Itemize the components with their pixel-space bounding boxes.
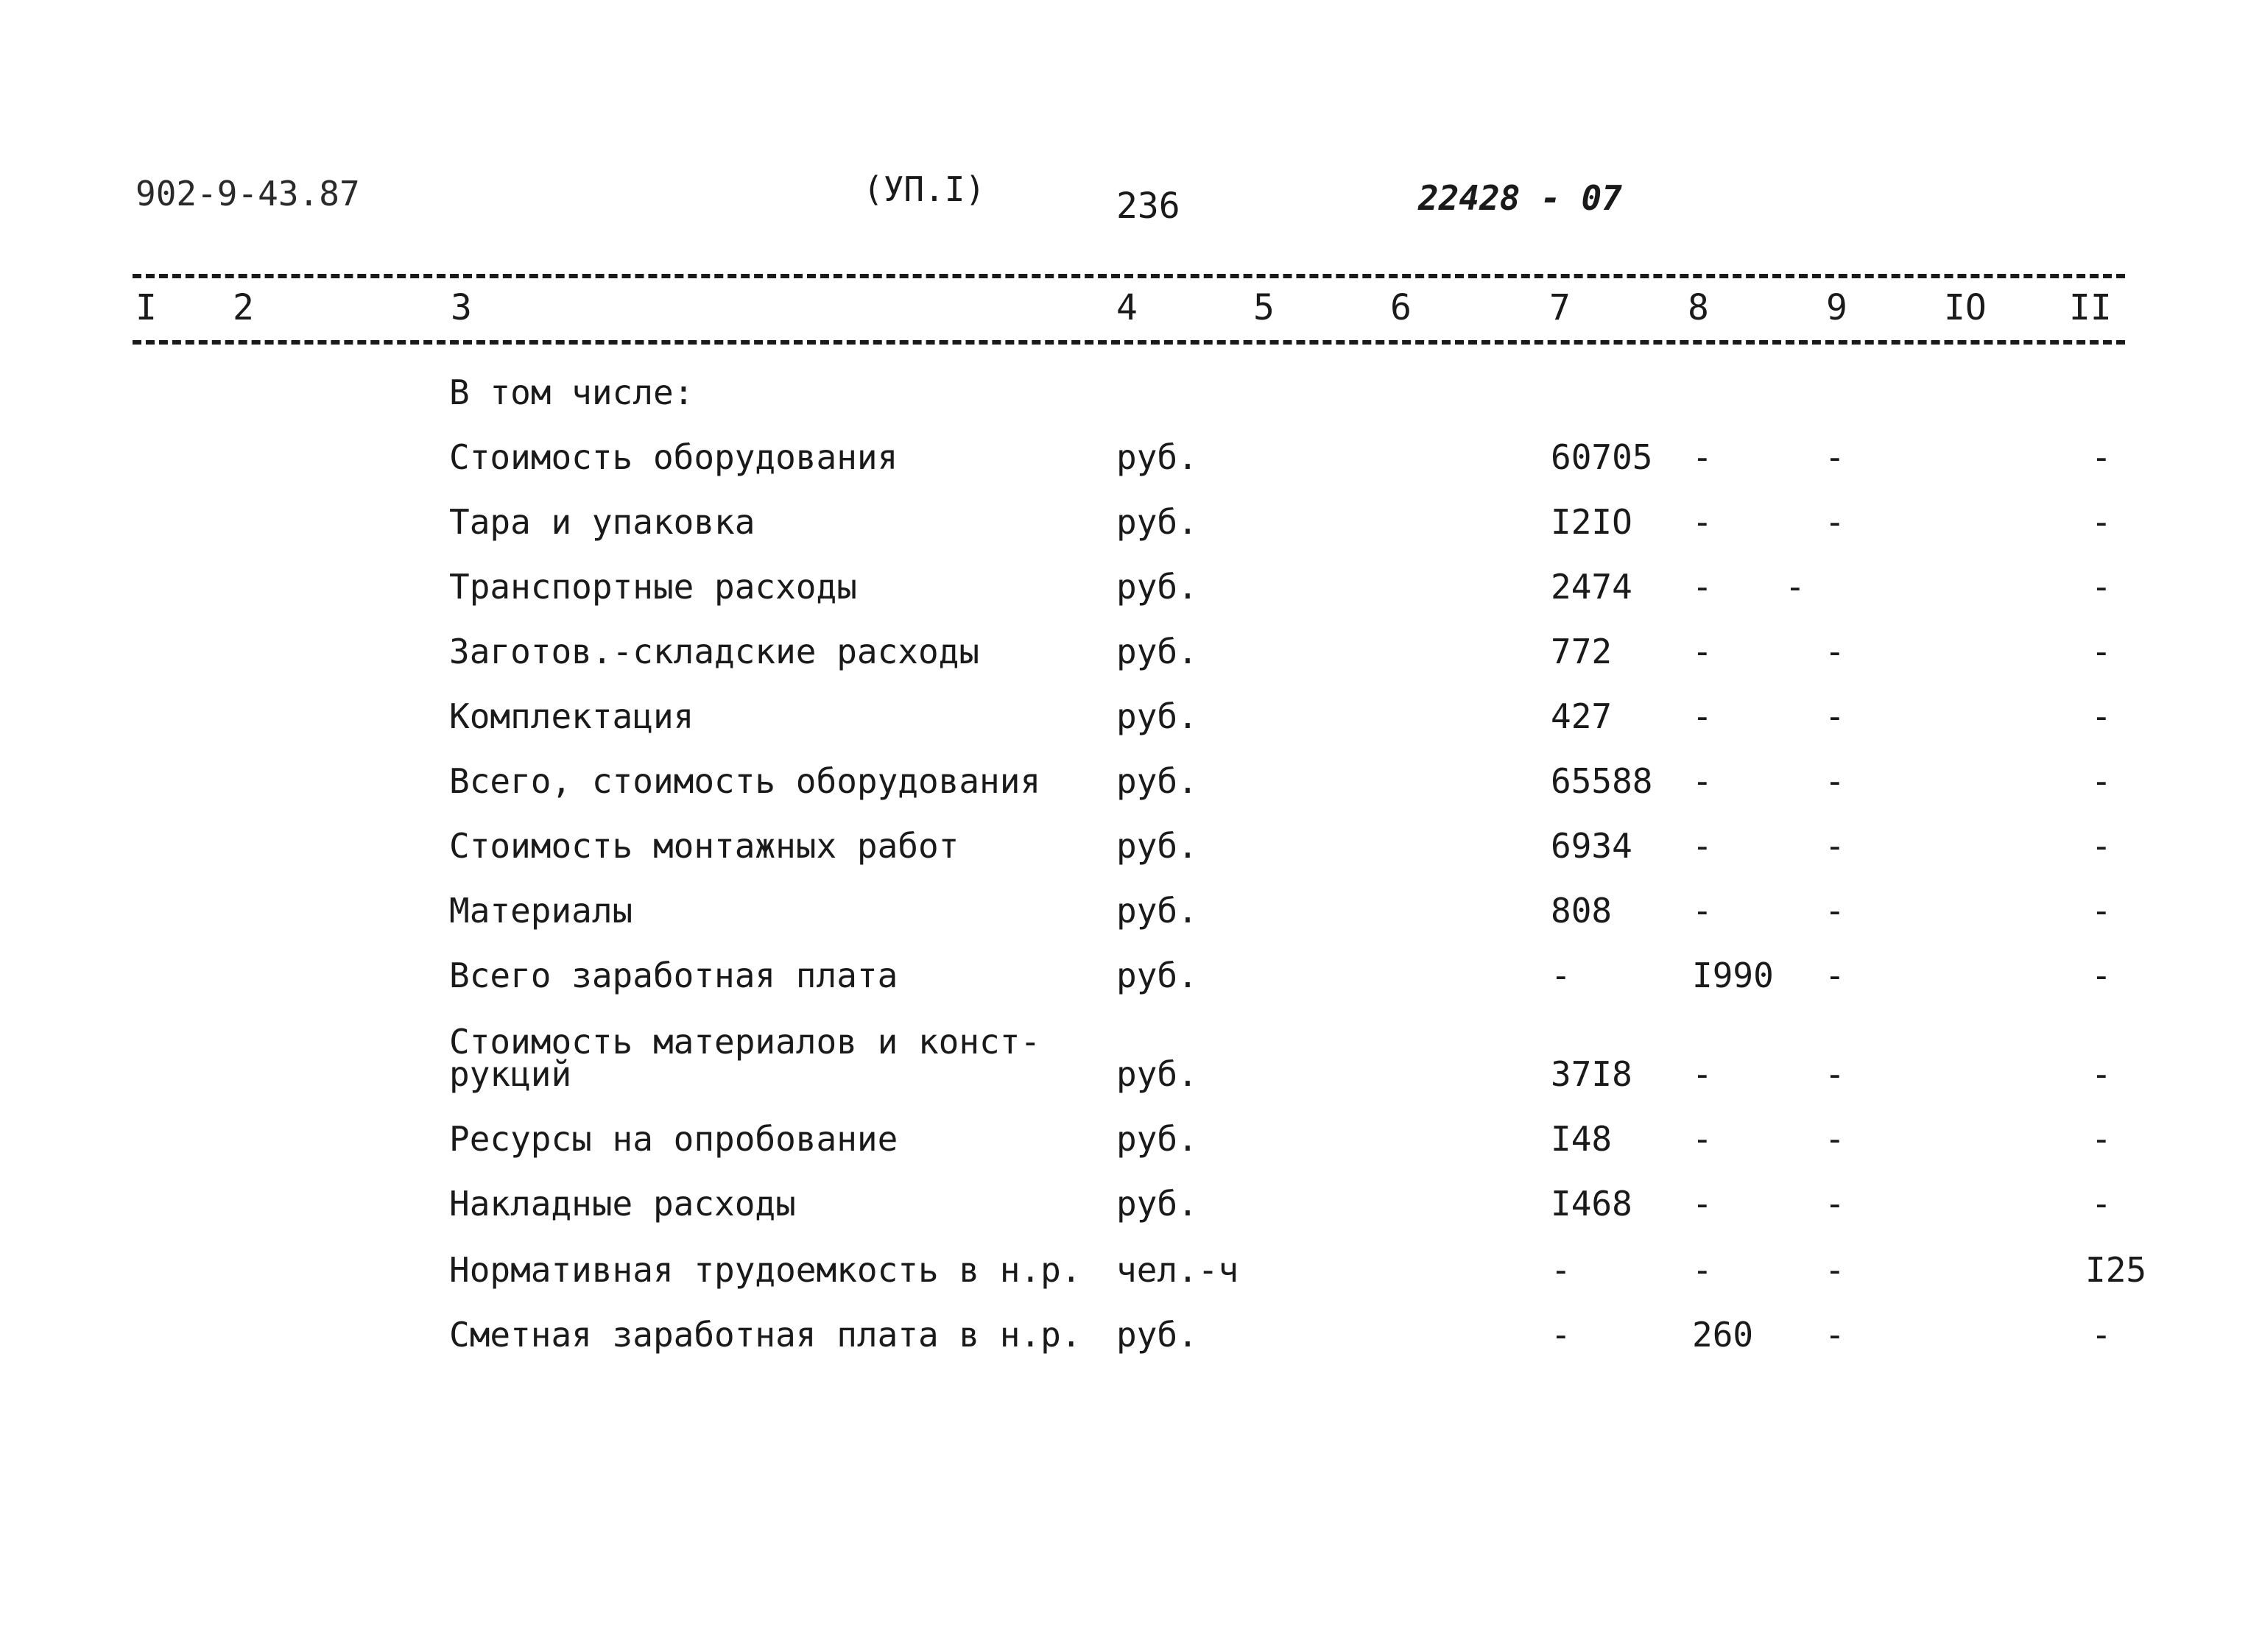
cell-col11: - (2091, 1119, 2112, 1159)
cell-col7: 772 (1551, 632, 1613, 671)
row-unit: руб. (1116, 956, 1198, 995)
cell-col9: - (1825, 891, 1845, 931)
column-number: 9 (1826, 287, 1847, 328)
cell-col7: 65588 (1551, 761, 1653, 801)
cell-col9: - (1825, 437, 1845, 477)
row-unit: руб. (1116, 1315, 1198, 1355)
cell-col7: 808 (1551, 891, 1613, 931)
row-unit: руб. (1116, 761, 1198, 801)
cell-col9: - (1825, 1054, 1845, 1094)
row-unit: руб. (1116, 696, 1198, 736)
cell-col9: - (1825, 826, 1845, 866)
cell-col8: - (1692, 761, 1713, 801)
column-number: 2 (233, 287, 254, 328)
row-unit: руб. (1116, 1184, 1198, 1224)
cell-col8: - (1692, 826, 1713, 866)
row-unit: руб. (1116, 891, 1198, 931)
document-code: 902-9-43.87 (135, 174, 360, 213)
intro-label: В том числе: (449, 373, 694, 412)
table-header-bottom-rule (133, 340, 2125, 345)
row-unit: чел.-ч (1116, 1250, 1239, 1290)
cell-col7: 6934 (1551, 826, 1632, 866)
cell-col7: - (1551, 1250, 1571, 1290)
cell-col8: I990 (1692, 956, 1774, 995)
cell-col9: - (1825, 761, 1845, 801)
column-number: 8 (1688, 287, 1709, 328)
cell-col9: - (1785, 567, 1805, 607)
cell-col7: 60705 (1551, 437, 1653, 477)
cell-col9: - (1825, 696, 1845, 736)
cell-col8: - (1692, 696, 1713, 736)
cell-col11: - (2091, 1315, 2112, 1355)
cell-col9: - (1825, 1119, 1845, 1159)
cell-col7: - (1551, 956, 1571, 995)
row-label: Комплектация (449, 696, 694, 736)
cell-col7: I48 (1551, 1119, 1613, 1159)
cell-col8: - (1692, 502, 1713, 542)
inventory-number: 22428 - 07 (1418, 178, 1622, 218)
row-label: Накладные расходы (449, 1184, 796, 1224)
row-label: Всего заработная плата (449, 956, 898, 995)
row-label: Сметная заработная плата в н.р. (449, 1315, 1082, 1355)
row-unit: руб. (1116, 502, 1198, 542)
cell-col11: - (2091, 1054, 2112, 1094)
table-header-top-rule (133, 274, 2125, 278)
row-unit: руб. (1116, 826, 1198, 866)
section-code: (УП.I) (863, 169, 986, 209)
cell-col11: - (2091, 437, 2112, 477)
cell-col7: 427 (1551, 696, 1613, 736)
page-number: 236 (1116, 186, 1180, 227)
row-label-line1: Стоимость материалов и конст- (449, 1022, 1041, 1062)
column-number: II (2069, 287, 2112, 328)
cell-col9: - (1825, 502, 1845, 542)
cell-col9: - (1825, 956, 1845, 995)
cell-col9: - (1825, 1184, 1845, 1224)
row-label: Тара и упаковка (449, 502, 755, 542)
cell-col7: I2IO (1551, 502, 1632, 542)
row-label: Заготов.-складские расходы (449, 632, 980, 671)
row-unit: руб. (1116, 1054, 1198, 1094)
cell-col11: - (2091, 826, 2112, 866)
column-number: 5 (1253, 287, 1275, 328)
cell-col8: - (1692, 1054, 1713, 1094)
column-number: 6 (1390, 287, 1412, 328)
row-unit: руб. (1116, 1119, 1198, 1159)
cell-col9: - (1825, 1250, 1845, 1290)
cell-col8: - (1692, 437, 1713, 477)
cell-col7: 2474 (1551, 567, 1632, 607)
column-number: IO (1944, 287, 1987, 328)
cell-col8: 260 (1692, 1315, 1754, 1355)
row-unit: руб. (1116, 437, 1198, 477)
cell-col8: - (1692, 1119, 1713, 1159)
cell-col11: - (2091, 956, 2112, 995)
cell-col9: - (1825, 1315, 1845, 1355)
row-unit: руб. (1116, 632, 1198, 671)
cell-col11: - (2091, 696, 2112, 736)
cell-col8: - (1692, 1250, 1713, 1290)
cell-col11: - (2091, 567, 2112, 607)
cell-col11: - (2091, 1184, 2112, 1224)
row-label: Ресурсы на опробование (449, 1119, 898, 1159)
cell-col11: - (2091, 632, 2112, 671)
row-label: Транспортные расходы (449, 567, 857, 607)
cell-col11: - (2091, 761, 2112, 801)
column-number: 7 (1549, 287, 1571, 328)
row-label: Материалы (449, 891, 633, 931)
cell-col11: - (2091, 502, 2112, 542)
cell-col8: - (1692, 891, 1713, 931)
cell-col9: - (1825, 632, 1845, 671)
cell-col8: - (1692, 632, 1713, 671)
row-label: Всего, стоимость оборудования (449, 761, 1041, 801)
column-number: 3 (451, 287, 472, 328)
row-label: Стоимость оборудования (449, 437, 898, 477)
cell-col11: - (2091, 891, 2112, 931)
cell-col11: I25 (2085, 1250, 2147, 1290)
row-label: Стоимость монтажных работ (449, 826, 959, 866)
cell-col7: - (1551, 1315, 1571, 1355)
row-unit: руб. (1116, 567, 1198, 607)
cell-col8: - (1692, 1184, 1713, 1224)
cell-col7: 37I8 (1551, 1054, 1632, 1094)
row-label-line2: рукций (449, 1054, 572, 1094)
cell-col8: - (1692, 567, 1713, 607)
cell-col7: I468 (1551, 1184, 1632, 1224)
column-number: 4 (1116, 287, 1138, 328)
column-number: I (135, 287, 157, 328)
row-label: Нормативная трудоемкость в н.р. (449, 1250, 1082, 1290)
